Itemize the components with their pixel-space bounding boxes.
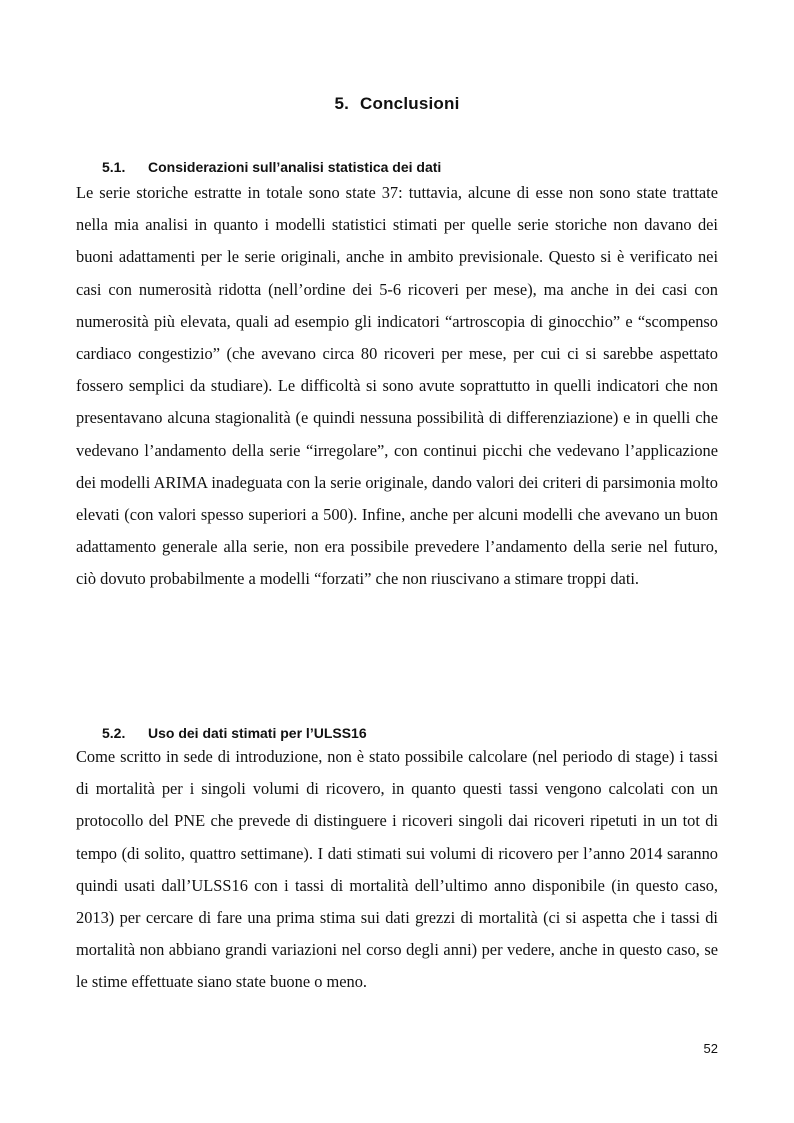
section-title: Uso dei dati stimati per l’ULSS16 xyxy=(148,725,367,741)
section-paragraph-5-1: Le serie storiche estratte in totale sono state 37: tuttavia, alcune di esse non sono state trattate nella mia analisi in quanto i modelli statistici stimati per quelle serie storiche non davano dei buoni adattamenti per le serie originali, anche in ambito previsionale. Questo si è verificato nei casi con numerosità ridotta (nell’ordine dei 5-6 ricoveri per mese), ma anche in dei casi con numerosità più elevata, quali ad esempio gli indicatori “artroscopia di ginocchio” e “scompenso cardiaco congestizio” (che avevano circa 80 ricoveri per mese, per cui ci si sarebbe aspettato fossero semplici da studiare). Le difficoltà si sono avute soprattutto in quelli indicatori che non presentavano alcuna stagionalità (e quindi nessuna possibilità di differenziazione) e in quelli che vedevano l’andamento della serie “irregolare”, con continui picchi che vedevano l’applicazione dei modelli ARIMA inadeguata con la serie originale, dando valori dei criteri di parsimonia molto elevati (con valori spesso superiori a 500). Infine, anche per alcuni modelli che avevano un buon adattamento generale alla serie, non era possibile prevedere l’andamento della serie nel futuro, ciò dovuto probabilmente a modelli “forzati” che non riuscivano a stimare troppi dati. xyxy=(76,183,718,589)
page-number: 52 xyxy=(703,1041,718,1056)
section-heading-5-2 xyxy=(102,725,367,741)
chapter-title xyxy=(0,94,794,114)
section-paragraph-5-2: Come scritto in sede di introduzione, non è stato possibile calcolare (nel periodo di stage) i tassi di mortalità per i singoli volumi di ricovero, in quanto questi tassi vengono calcolati con un protocollo del PNE che prevede di distinguere i ricoveri singoli dai ricoveri ripetuti in un tot di tempo (di solito, quattro settimane). I dati stimati sui volumi di ricovero per l’anno 2014 saranno quindi usati dall’ULSS16 con i tassi di mortalità dell’ultimo anno disponibile (in questo caso, 2013) per cercare di fare una prima stima sui dati grezzi di mortalità (ci si aspetta che i tassi di mortalità non abbiano grandi variazioni nel corso degli anni) per vedere, anche in questo caso, se le stime effettuate siano state buone o meno. xyxy=(76,747,718,992)
section-title: Considerazioni sull’analisi statistica dei dati xyxy=(148,159,442,175)
section-number: 5.1. xyxy=(102,159,126,175)
chapter-title-text: Conclusioni xyxy=(360,94,460,113)
section-number: 5.2. xyxy=(102,725,126,741)
section-heading-5-1 xyxy=(102,159,441,175)
chapter-number: 5. xyxy=(334,94,350,113)
